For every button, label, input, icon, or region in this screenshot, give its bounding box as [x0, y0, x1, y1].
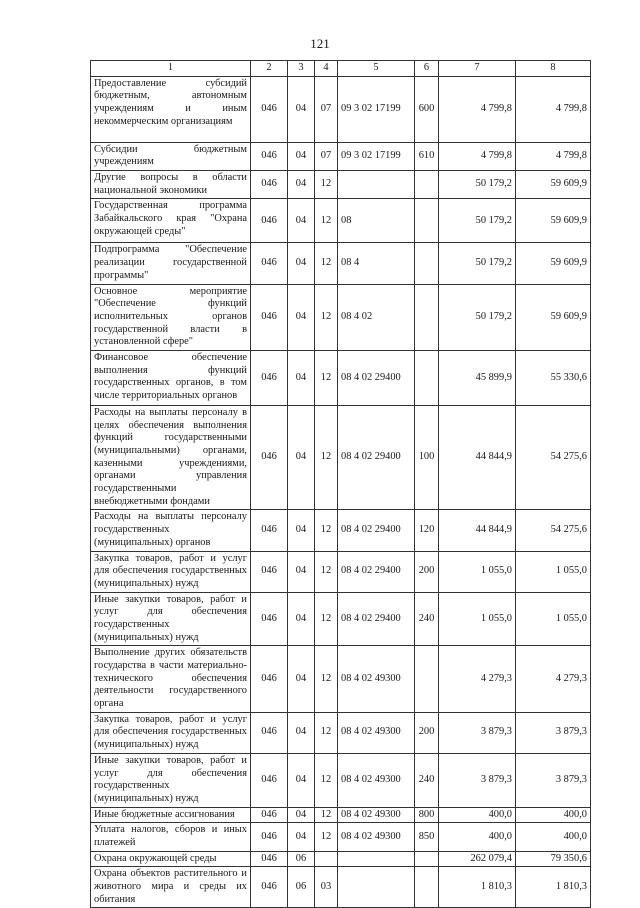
row-name: Подпрограмма "Обеспечение реализации государственной программы" [91, 243, 251, 284]
cell-sum-2: 1 055,0 [516, 551, 591, 592]
cell-sum-1: 50 179,2 [439, 284, 516, 350]
row-name: Охрана окружающей среды [91, 851, 251, 867]
cell-pr: 12 [315, 243, 338, 284]
cell-vr: 240 [415, 753, 439, 807]
cell-csr: 08 4 02 29400 [338, 592, 415, 646]
budget-table [90, 60, 591, 908]
header-cell: 2 [251, 61, 288, 77]
table-header [91, 61, 591, 77]
cell-sum-2: 3 879,3 [516, 712, 591, 753]
row-name: Иные бюджетные ассигнования [91, 807, 251, 823]
cell-rz: 04 [288, 807, 315, 823]
cell-sum-1: 262 079,4 [439, 851, 516, 867]
table-row [91, 199, 591, 243]
cell-pr: 12 [315, 171, 338, 199]
table-row [91, 350, 591, 405]
row-name: Основное мероприятие "Обеспечение функций исполнительных органов государственной власти в установленной сфере" [91, 284, 251, 350]
cell-ved: 046 [251, 510, 288, 551]
table-row [91, 171, 591, 199]
cell-pr: 12 [315, 823, 338, 851]
cell-ved: 046 [251, 867, 288, 908]
table-row [91, 405, 591, 510]
cell-sum-2: 54 275,6 [516, 405, 591, 510]
cell-pr: 07 [315, 142, 338, 170]
cell-sum-1: 400,0 [439, 807, 516, 823]
cell-sum-2: 400,0 [516, 807, 591, 823]
table-row [91, 76, 591, 142]
cell-sum-2: 4 799,8 [516, 142, 591, 170]
cell-vr: 800 [415, 807, 439, 823]
cell-rz: 04 [288, 551, 315, 592]
header-cell: 1 [91, 61, 251, 77]
header-cell: 3 [288, 61, 315, 77]
cell-ved: 046 [251, 199, 288, 243]
cell-vr: 600 [415, 76, 439, 142]
cell-vr [415, 867, 439, 908]
cell-pr: 12 [315, 592, 338, 646]
cell-rz: 04 [288, 199, 315, 243]
cell-csr: 08 4 02 29400 [338, 510, 415, 551]
cell-csr [338, 851, 415, 867]
header-cell: 6 [415, 61, 439, 77]
cell-pr: 07 [315, 76, 338, 142]
header-cell: 4 [315, 61, 338, 77]
cell-csr: 08 4 02 [338, 284, 415, 350]
header-cell: 5 [338, 61, 415, 77]
cell-sum-2: 59 609,9 [516, 243, 591, 284]
cell-sum-1: 44 844,9 [439, 510, 516, 551]
cell-rz: 04 [288, 405, 315, 510]
cell-sum-1: 4 799,8 [439, 76, 516, 142]
cell-rz: 06 [288, 851, 315, 867]
cell-sum-2: 79 350,6 [516, 851, 591, 867]
cell-pr: 12 [315, 807, 338, 823]
cell-ved: 046 [251, 712, 288, 753]
cell-pr [315, 851, 338, 867]
cell-sum-2: 1 810,3 [516, 867, 591, 908]
table-row [91, 510, 591, 551]
cell-rz: 04 [288, 171, 315, 199]
table-row [91, 142, 591, 170]
cell-csr: 08 4 02 29400 [338, 350, 415, 405]
cell-ved: 046 [251, 646, 288, 712]
table-row [91, 867, 591, 908]
cell-rz: 04 [288, 823, 315, 851]
cell-sum-2: 3 879,3 [516, 753, 591, 807]
cell-csr: 08 4 02 49300 [338, 712, 415, 753]
cell-vr [415, 199, 439, 243]
cell-csr: 09 3 02 17199 [338, 76, 415, 142]
cell-sum-1: 3 879,3 [439, 712, 516, 753]
cell-rz: 04 [288, 284, 315, 350]
cell-vr [415, 646, 439, 712]
row-name: Расходы на выплаты персоналу государственных (муниципальных) органов [91, 510, 251, 551]
cell-pr: 12 [315, 646, 338, 712]
cell-sum-2: 4 799,8 [516, 76, 591, 142]
cell-sum-1: 400,0 [439, 823, 516, 851]
cell-sum-2: 55 330,6 [516, 350, 591, 405]
table-row [91, 753, 591, 807]
table-row [91, 284, 591, 350]
row-name: Предоставление субсидий бюджетным, автономным учреждениям и иным некоммерческим организациям [91, 76, 251, 142]
cell-pr: 12 [315, 510, 338, 551]
cell-csr: 08 4 02 49300 [338, 807, 415, 823]
row-name: Охрана объектов растительного и животного мира и среды их обитания [91, 867, 251, 908]
table-row [91, 646, 591, 712]
cell-csr: 08 [338, 199, 415, 243]
cell-rz: 04 [288, 350, 315, 405]
row-name: Закупка товаров, работ и услуг для обеспечения государственных (муниципальных) нужд [91, 551, 251, 592]
cell-vr [415, 243, 439, 284]
cell-sum-2: 4 279,3 [516, 646, 591, 712]
row-name: Иные закупки товаров, работ и услуг для обеспечения государственных (муниципальных) нужд [91, 753, 251, 807]
cell-csr: 08 4 02 29400 [338, 405, 415, 510]
cell-ved: 046 [251, 405, 288, 510]
cell-ved: 046 [251, 171, 288, 199]
cell-vr: 610 [415, 142, 439, 170]
cell-rz: 04 [288, 76, 315, 142]
cell-csr [338, 171, 415, 199]
cell-vr: 200 [415, 712, 439, 753]
cell-pr: 12 [315, 284, 338, 350]
row-name: Закупка товаров, работ и услуг для обеспечения государственных (муниципальных) нужд [91, 712, 251, 753]
cell-ved: 046 [251, 142, 288, 170]
cell-sum-1: 50 179,2 [439, 243, 516, 284]
cell-sum-1: 3 879,3 [439, 753, 516, 807]
cell-vr: 240 [415, 592, 439, 646]
cell-rz: 04 [288, 243, 315, 284]
row-name: Расходы на выплаты персоналу в целях обеспечения выполнения функций государственными (муниципальными) органами, казенными учреждениями, органами управления государственными внебюджетными фондами [91, 405, 251, 510]
cell-sum-1: 50 179,2 [439, 199, 516, 243]
cell-ved: 046 [251, 284, 288, 350]
cell-sum-1: 44 844,9 [439, 405, 516, 510]
row-name: Выполнение других обязательств государства в части материально-технического обеспечения деятельности государственного органа [91, 646, 251, 712]
cell-ved: 046 [251, 350, 288, 405]
row-name: Субсидии бюджетным учреждениям [91, 142, 251, 170]
cell-rz: 04 [288, 510, 315, 551]
cell-sum-2: 59 609,9 [516, 284, 591, 350]
cell-sum-2: 59 609,9 [516, 171, 591, 199]
cell-ved: 046 [251, 807, 288, 823]
cell-ved: 046 [251, 851, 288, 867]
cell-rz: 04 [288, 646, 315, 712]
cell-csr [338, 867, 415, 908]
cell-pr: 12 [315, 199, 338, 243]
table-row [91, 823, 591, 851]
cell-rz: 04 [288, 592, 315, 646]
cell-pr: 12 [315, 551, 338, 592]
cell-sum-1: 1 055,0 [439, 551, 516, 592]
cell-sum-1: 1 810,3 [439, 867, 516, 908]
cell-csr: 08 4 02 29400 [338, 551, 415, 592]
header-cell: 8 [516, 61, 591, 77]
table-row [91, 243, 591, 284]
header-cell: 7 [439, 61, 516, 77]
row-name: Иные закупки товаров, работ и услуг для обеспечения государственных (муниципальных) нужд [91, 592, 251, 646]
row-name: Уплата налогов, сборов и иных платежей [91, 823, 251, 851]
table-body [91, 76, 591, 908]
table-row [91, 807, 591, 823]
cell-rz: 04 [288, 142, 315, 170]
cell-ved: 046 [251, 551, 288, 592]
cell-vr: 100 [415, 405, 439, 510]
page-number: 121 [310, 36, 330, 51]
cell-ved: 046 [251, 592, 288, 646]
cell-sum-2: 400,0 [516, 823, 591, 851]
cell-sum-2: 54 275,6 [516, 510, 591, 551]
table-row [91, 712, 591, 753]
cell-pr: 03 [315, 867, 338, 908]
cell-pr: 12 [315, 405, 338, 510]
cell-vr [415, 851, 439, 867]
table-row [91, 551, 591, 592]
cell-sum-1: 4 799,8 [439, 142, 516, 170]
cell-pr: 12 [315, 712, 338, 753]
cell-ved: 046 [251, 243, 288, 284]
cell-pr: 12 [315, 753, 338, 807]
cell-sum-1: 45 899,9 [439, 350, 516, 405]
table-row [91, 592, 591, 646]
cell-ved: 046 [251, 76, 288, 142]
cell-sum-1: 1 055,0 [439, 592, 516, 646]
cell-vr [415, 171, 439, 199]
cell-vr [415, 284, 439, 350]
cell-vr: 120 [415, 510, 439, 551]
row-name: Другие вопросы в области национальной экономики [91, 171, 251, 199]
cell-csr: 08 4 02 49300 [338, 823, 415, 851]
cell-csr: 08 4 02 49300 [338, 753, 415, 807]
cell-vr: 200 [415, 551, 439, 592]
cell-sum-1: 4 279,3 [439, 646, 516, 712]
cell-pr: 12 [315, 350, 338, 405]
cell-rz: 04 [288, 712, 315, 753]
cell-csr: 08 4 02 49300 [338, 646, 415, 712]
cell-ved: 046 [251, 753, 288, 807]
row-name: Государственная программа Забайкальского края "Охрана окружающей среды" [91, 199, 251, 243]
cell-csr: 08 4 [338, 243, 415, 284]
cell-sum-2: 1 055,0 [516, 592, 591, 646]
cell-rz: 06 [288, 867, 315, 908]
cell-rz: 04 [288, 753, 315, 807]
cell-sum-2: 59 609,9 [516, 199, 591, 243]
cell-sum-1: 50 179,2 [439, 171, 516, 199]
cell-vr: 850 [415, 823, 439, 851]
row-name: Финансовое обеспечение выполнения функций государственных органов, в том числе территориальных органов [91, 350, 251, 405]
cell-vr [415, 350, 439, 405]
cell-ved: 046 [251, 823, 288, 851]
table-row [91, 851, 591, 867]
cell-csr: 09 3 02 17199 [338, 142, 415, 170]
